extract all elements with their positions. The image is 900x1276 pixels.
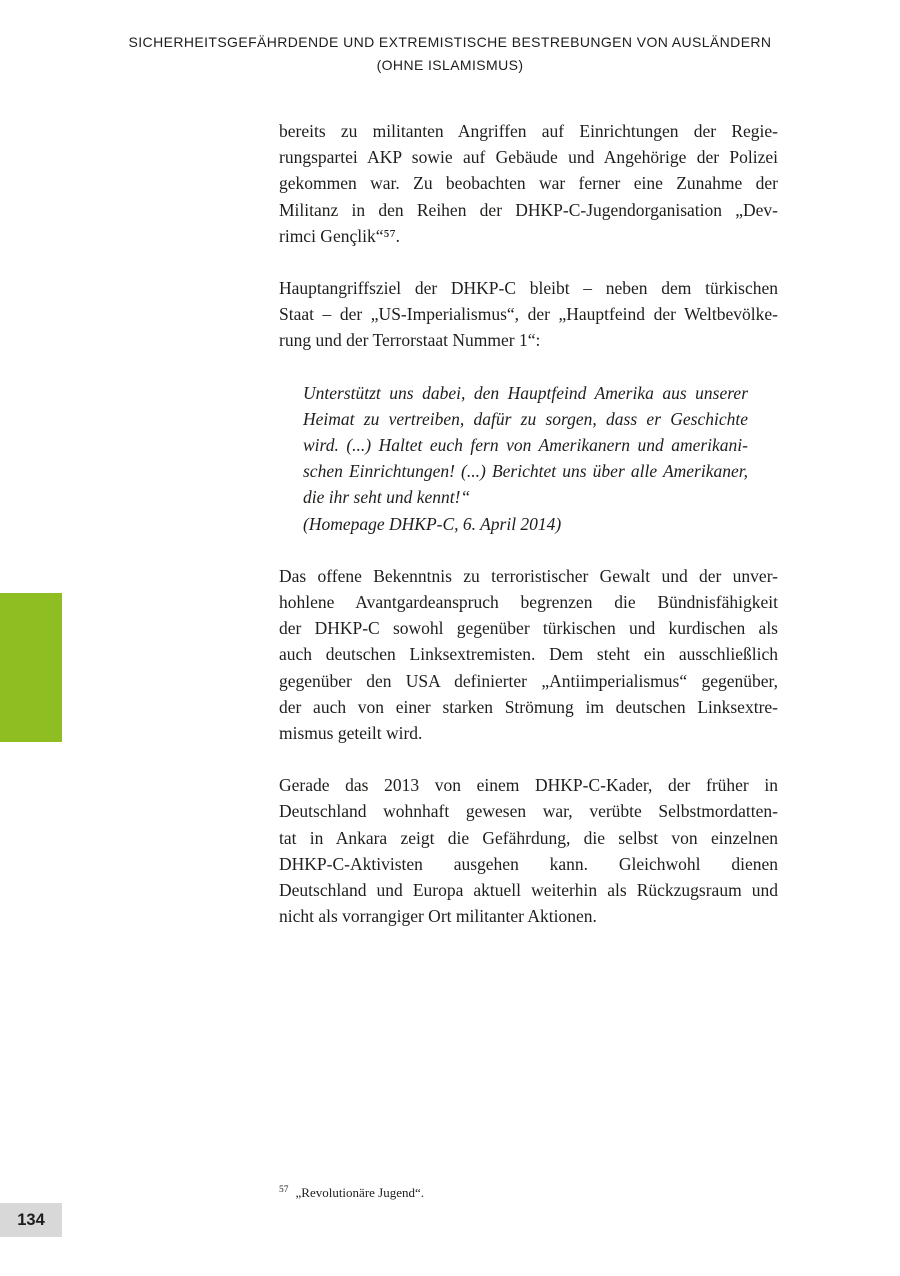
- text-line: rimci Gençlik“⁵⁷.: [279, 225, 401, 246]
- text-line: tat in Ankara zeigt die Gefährdung, die selbst von einzelnen: [279, 827, 778, 848]
- text-line: hohlene Avantgardeanspruch begrenzen die Bündnisfähigkeit: [279, 592, 778, 613]
- running-header-line1: SICHERHEITSGEFÄHRDENDE UND EXTREMISTISCHE BESTREBUNGEN VON AUSLÄNDERN: [128, 34, 772, 50]
- text-line: Gerade das 2013 von einem DHKP-C-Kader, der früher in: [279, 775, 778, 796]
- text-line: Staat – der „US-Imperialismus“, der „Hauptfeind der Weltbevölke-: [279, 304, 778, 325]
- text-line: gegenüber den USA definierter „Antiimperialismus“ gegenüber,: [279, 670, 778, 691]
- text-line: wird. (...) Haltet euch fern von Amerikanern und amerikani-: [303, 435, 748, 456]
- text-line: nicht als vorrangiger Ort militanter Aktionen.: [279, 906, 597, 927]
- page-number-box: [0, 1203, 62, 1237]
- text-line: gekommen war. Zu beobachten war ferner eine Zunahme der: [279, 173, 778, 194]
- text-line: (Homepage DHKP-C, 6. April 2014): [303, 513, 562, 534]
- text-line: Unterstützt uns dabei, den Hauptfeind Amerika aus unserer: [303, 382, 748, 403]
- quote-block: [303, 380, 748, 537]
- page-number: 134: [17, 1210, 45, 1229]
- body-paragraph: [279, 118, 778, 249]
- text-line: die ihr seht und kennt!“: [303, 487, 471, 508]
- text-line: schen Einrichtungen! (...) Berichtet uns über alle Amerikaner,: [303, 461, 748, 482]
- body-paragraph: [279, 563, 778, 746]
- text-line: mismus geteilt wird.: [279, 723, 423, 744]
- body-paragraph: [279, 772, 778, 929]
- text-line: bereits zu militanten Angriffen auf Einrichtungen der Regie-: [279, 121, 778, 141]
- section-color-marker: [0, 593, 62, 742]
- footnote-marker: 57: [279, 1185, 289, 1195]
- text-line: der DHKP-C sowohl gegenüber türkischen und kurdischen als: [279, 618, 778, 639]
- text-line: rung und der Terrorstaat Nummer 1“:: [279, 330, 541, 351]
- text-line: Deutschland und Europa aktuell weiterhin als Rückzugsraum und: [279, 880, 778, 901]
- text-line: Hauptangriffsziel der DHKP-C bleibt – neben dem türkischen: [279, 278, 778, 299]
- text-line: DHKP-C-Aktivisten ausgehen kann. Gleichwohl dienen: [279, 853, 778, 874]
- text-line: Das offene Bekenntnis zu terroristischer Gewalt und der unver-: [279, 565, 778, 586]
- text-line: Heimat zu vertreiben, dafür zu sorgen, dass er Geschichte: [303, 408, 748, 429]
- text-line: rungspartei AKP sowie auf Gebäude und Angehörige der Polizei: [279, 147, 778, 168]
- text-line: der auch von einer starken Strömung im deutschen Linksextre-: [279, 696, 778, 717]
- text-line: auch deutschen Linksextremisten. Dem steht ein ausschließlich: [279, 644, 778, 665]
- text-line: Militanz in den Reihen der DHKP-C-Jugendorganisation „Dev-: [279, 199, 778, 220]
- body-text: [279, 118, 778, 955]
- text-line: Deutschland wohnhaft gewesen war, verübte Selbstmordatten-: [279, 801, 778, 822]
- running-header-line2: (OHNE ISLAMISMUS): [376, 56, 524, 73]
- body-paragraph: [279, 275, 778, 354]
- footnote: [279, 1185, 424, 1201]
- running-header: [0, 31, 900, 76]
- footnote-text: „Revolutionäre Jugend“.: [295, 1185, 425, 1200]
